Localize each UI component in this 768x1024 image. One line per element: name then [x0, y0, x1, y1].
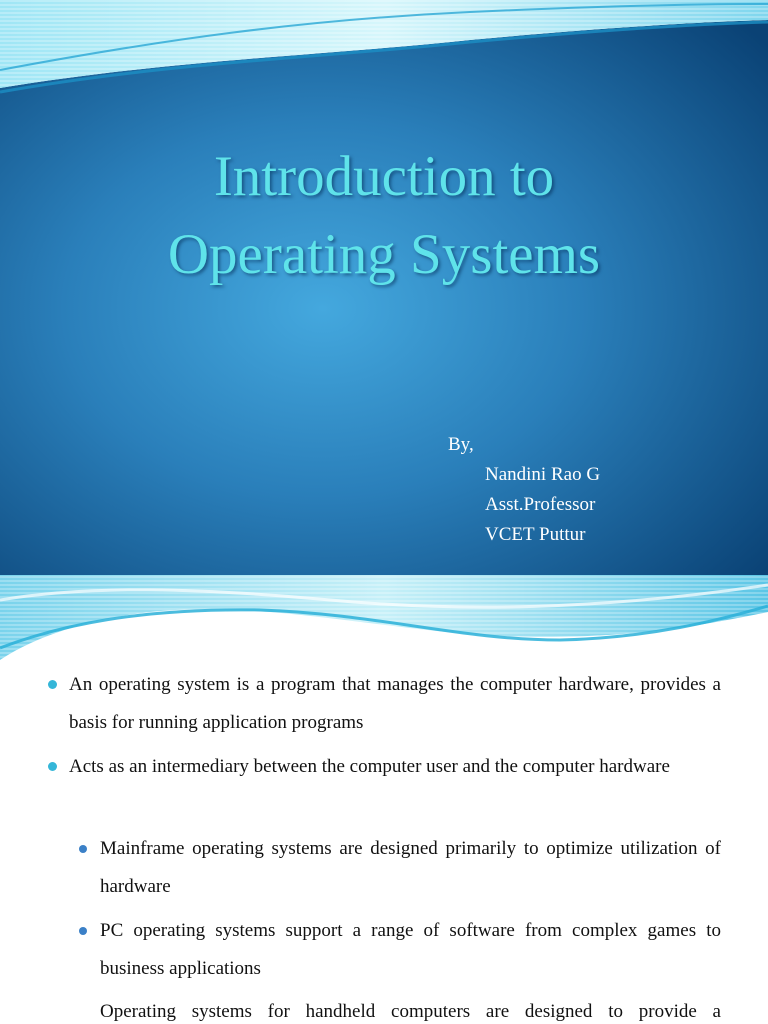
list-item: [100, 993, 721, 1024]
bullet-text: An operating system is a program that manages the computer hardware, provides a basis for running application programs: [69, 674, 721, 733]
author-name: Nandini Rao G: [485, 464, 601, 485]
by-label: By,: [448, 434, 474, 455]
title-line-1: Introduction to: [213, 145, 555, 208]
author-role: Asst.Professor: [485, 494, 596, 515]
list-item: [100, 912, 721, 988]
bullet-text: Acts as an intermediary between the computer user and the computer hardware: [69, 756, 670, 777]
bullet-icon: [48, 762, 57, 771]
title-line-2: Operating Systems: [167, 223, 601, 286]
list-item: [100, 830, 721, 906]
bullet-icon: [79, 845, 87, 853]
bullet-text: PC operating systems support a range of software from complex games to business applications: [100, 920, 721, 979]
bullet-text: Operating systems for handheld computers are designed to provide a: [100, 1001, 721, 1022]
presentation-title: [0, 138, 768, 294]
list-item: [69, 748, 721, 786]
list-item: [69, 666, 721, 742]
bullet-text: Mainframe operating systems are designed primarily to optimize utilization of hardware: [100, 838, 721, 897]
bullet-icon: [79, 927, 87, 935]
bullet-icon: [48, 680, 57, 689]
author-organization: VCET Puttur: [485, 524, 586, 545]
